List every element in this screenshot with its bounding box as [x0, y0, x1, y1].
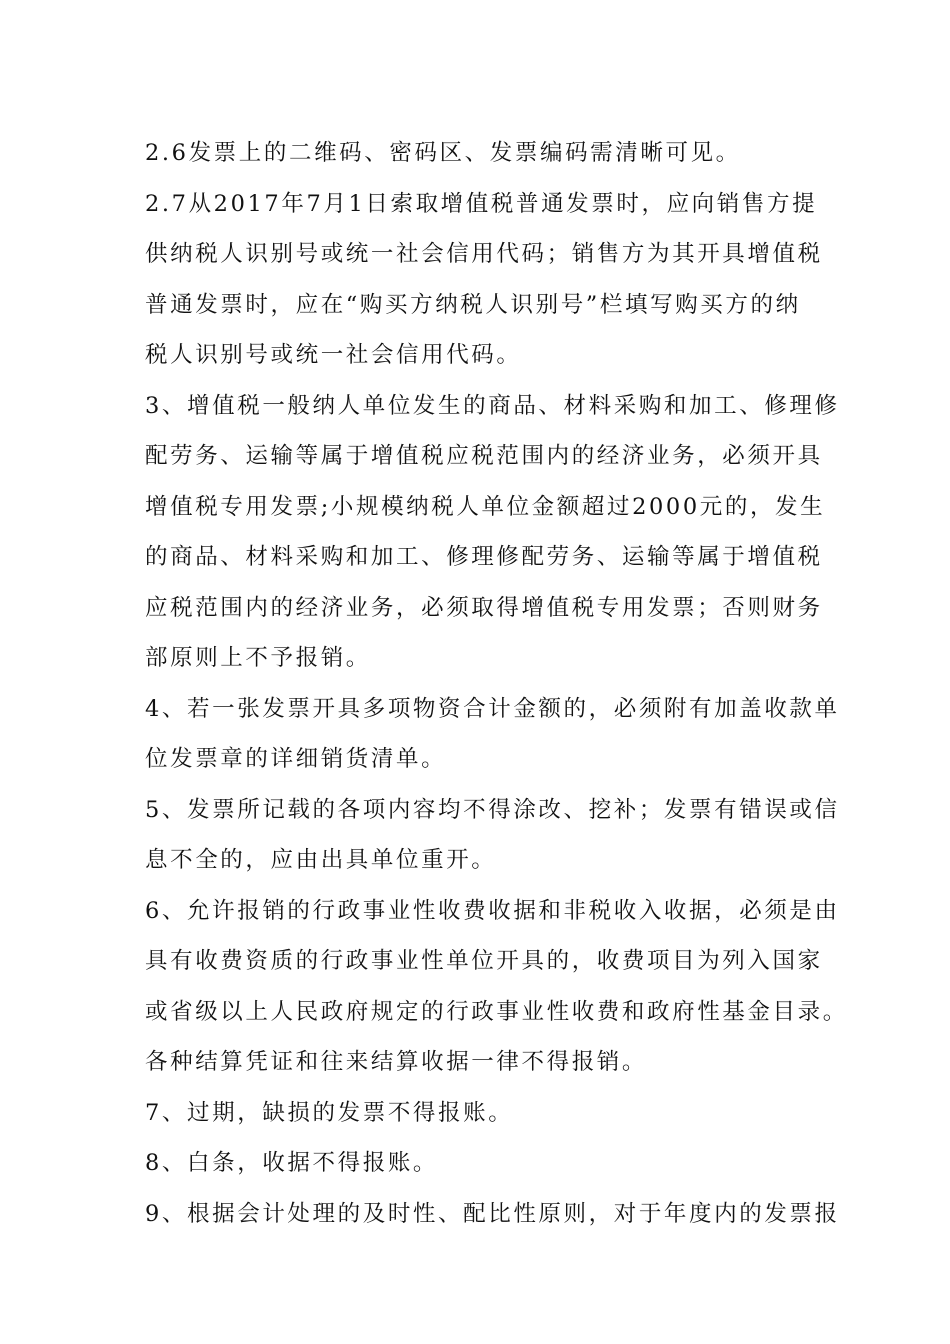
text-line: 或省级以上人民政府规定的行政事业性收费和政府性基金目录。: [145, 998, 848, 1025]
text-line-2-7: 2.7从2017年7月1日索取增值税普通发票时，应向销售方提: [145, 190, 818, 217]
text-line: 各种结算凭证和往来结算收据一律不得报销。: [145, 1049, 648, 1075]
text-line-item-8: 8、白条，收据不得报账。: [145, 1150, 439, 1176]
text-line-item-3: 3、增值税一般纳人单位发生的商品、材料采购和加工、修理修: [145, 392, 840, 419]
text-line: 的商品、材料采购和加工、修理修配劳务、运输等属于增值税: [145, 544, 823, 570]
text-line-item-5: 5、发票所记载的各项内容均不得涂改、挖补；发票有错误或信: [145, 796, 840, 823]
text-line: 普通发票时，应在“购买方纳税人识别号”栏填写购买方的纳: [145, 291, 801, 318]
text-line-2-6: 2.6发票上的二维码、密码区、发票编码需清晰可见。: [145, 140, 741, 166]
text-line-item-6: 6、允许报销的行政事业性收费收据和非税收入收据，必须是由: [145, 897, 840, 924]
text-line: 增值税专用发票;小规模纳税人单位金额超过2000元的，发生: [145, 493, 826, 520]
text-line-item-7: 7、过期，缺损的发票不得报账。: [145, 1099, 514, 1126]
text-line: 位发票章的详细销货清单。: [145, 746, 447, 772]
text-line: 息不全的，应由出具单位重开。: [145, 847, 497, 873]
text-line: 部原则上不予报销。: [145, 645, 371, 671]
document-body: [145, 128, 848, 1239]
text-line-item-9: 9、根据会计处理的及时性、配比性原则，对于年度内的发票报: [145, 1200, 840, 1227]
text-line: 具有收费资质的行政事业性单位开具的，收费项目为列入国家: [145, 948, 823, 974]
text-line-item-4: 4、若一张发票开具多项物资合计金额的，必须附有加盖收款单: [145, 695, 840, 722]
text-line: 供纳税人识别号或统一社会信用代码；销售方为其开具增值税: [145, 241, 823, 267]
text-line: 税人识别号或统一社会信用代码。: [145, 342, 522, 368]
text-line: 应税范围内的经济业务，必须取得增值税专用发票；否则财务: [145, 594, 823, 621]
text-line: 配劳务、运输等属于增值税应税范围内的经济业务，必须开具: [145, 443, 823, 469]
